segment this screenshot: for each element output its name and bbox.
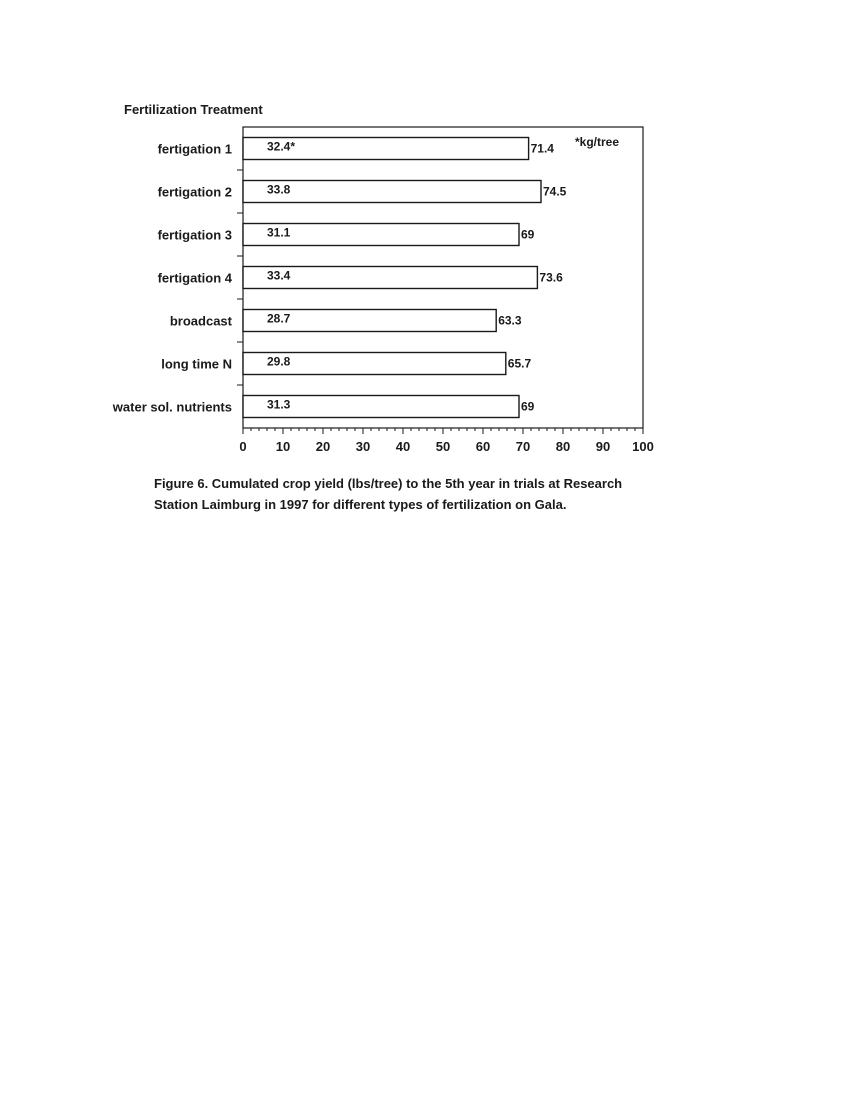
x-tick-label: 100 <box>632 439 654 454</box>
x-tick-label: 90 <box>595 439 611 454</box>
inner-value-label: 32.4* <box>267 139 296 154</box>
inner-value-label: 33.4 <box>267 268 291 283</box>
inner-value-label: 33.8 <box>267 182 291 197</box>
value-label: 69 <box>521 399 535 414</box>
x-tick-label: 20 <box>315 439 331 454</box>
figure-caption <box>154 473 674 515</box>
value-label: 63.3 <box>498 313 522 328</box>
category-label: fertigation 1 <box>157 141 232 157</box>
bars-layer <box>112 138 567 418</box>
inner-value-label: 29.8 <box>267 354 291 369</box>
inner-value-label: 31.1 <box>267 225 291 240</box>
x-tick-label: 70 <box>515 439 531 454</box>
category-label: fertigation 3 <box>157 227 232 243</box>
unit-note: *kg/tree <box>575 135 620 149</box>
value-label: 65.7 <box>507 356 532 371</box>
x-tick-label: 40 <box>395 439 411 454</box>
chart-title: Fertilization Treatment <box>124 102 263 117</box>
bar-chart <box>0 0 850 470</box>
x-tick-label: 10 <box>275 439 291 454</box>
category-label: fertigation 2 <box>157 184 232 200</box>
category-label: water sol. nutrients <box>112 399 232 415</box>
x-tick-label: 60 <box>475 439 491 454</box>
caption-line-1: Figure 6. Cumulated crop yield (lbs/tree) to the 5th year in trials at Research <box>154 476 623 491</box>
caption-line-2: Station Laimburg in 1997 for different types of fertilization on Gala. <box>154 497 567 512</box>
category-label: fertigation 4 <box>157 270 232 286</box>
x-tick-label: 0 <box>239 439 247 454</box>
value-label: 74.5 <box>543 184 567 199</box>
x-tick-label: 50 <box>435 439 451 454</box>
inner-value-label: 31.3 <box>267 397 291 412</box>
x-tick-label: 30 <box>355 439 371 454</box>
category-label: broadcast <box>169 313 232 329</box>
x-tick-label: 80 <box>555 439 571 454</box>
value-label: 71.4 <box>530 141 554 156</box>
value-label: 73.6 <box>539 270 563 285</box>
inner-value-label: 28.7 <box>267 311 291 326</box>
category-label: long time N <box>161 356 232 372</box>
value-label: 69 <box>521 227 535 242</box>
